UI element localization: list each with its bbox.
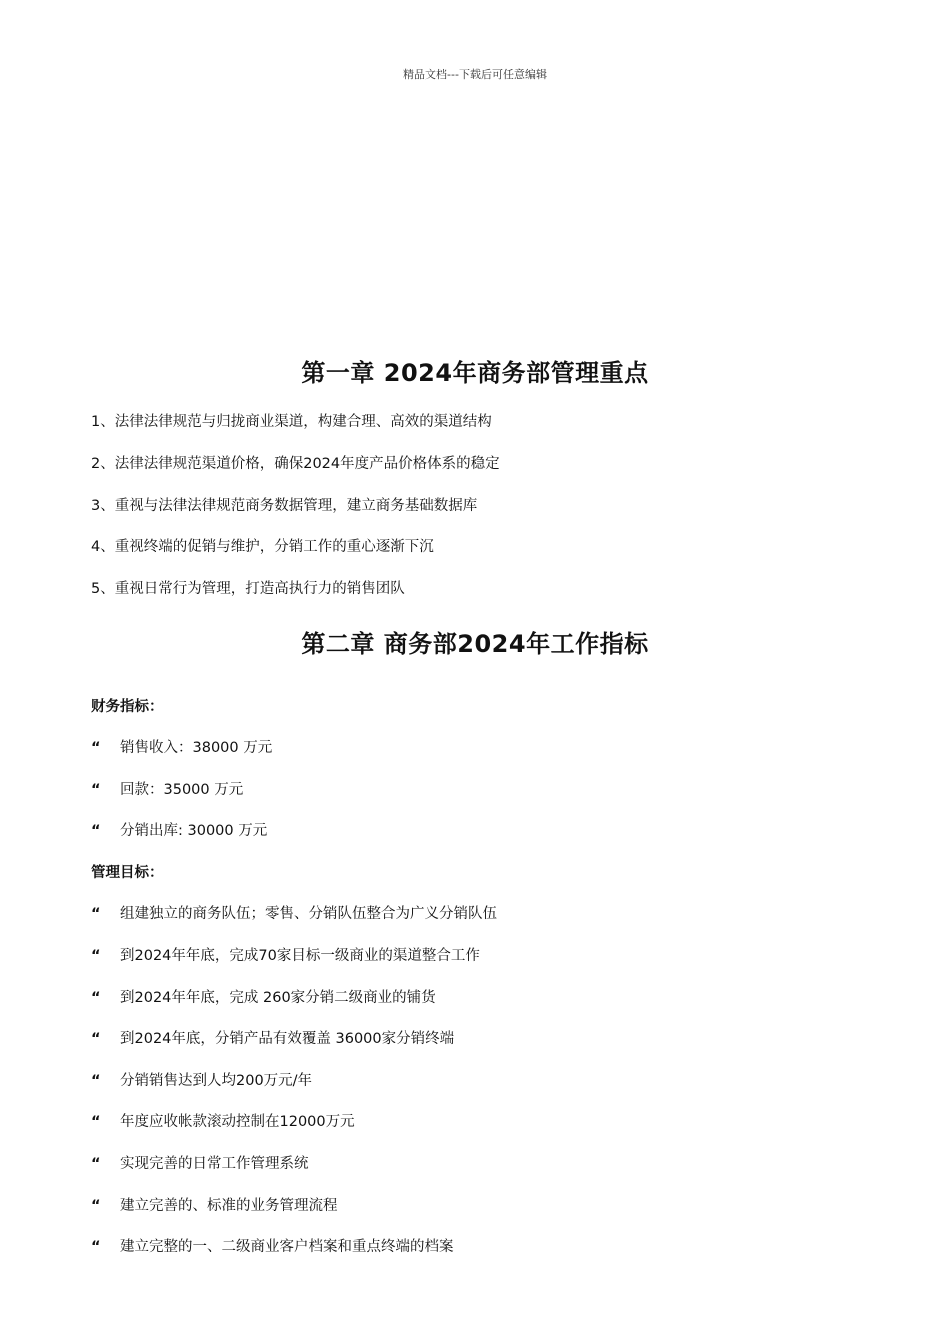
- chapter1-item: 3、重视与法律法律规范商务数据管理，建立商务基础数据库: [91, 498, 478, 514]
- chapter1-item: 4、重视终端的促销与维护，分销工作的重心逐渐下沉: [91, 539, 434, 555]
- management-item: [91, 1027, 454, 1048]
- management-item: [91, 1110, 355, 1131]
- management-item-text: 分销销售达到人均200万元/年: [120, 1073, 313, 1089]
- bullet-mark: “: [91, 740, 101, 756]
- management-item: [91, 1069, 312, 1090]
- management-item-text: 到2024年底，分销产品有效覆盖 36000家分销终端: [120, 1031, 455, 1047]
- bullet-mark: “: [91, 906, 101, 922]
- bullet-mark: “: [91, 1156, 101, 1172]
- management-item-text: 建立完善的、标准的业务管理流程: [120, 1198, 338, 1214]
- management-item: [91, 902, 497, 923]
- chapter1-title: 第一章 2024年商务部管理重点: [301, 359, 649, 387]
- financial-item-text: 分销出库: 30000 万元: [120, 823, 268, 839]
- management-item-text: 到2024年年底，完成 260家分销二级商业的铺货: [120, 990, 436, 1006]
- chapter1-item: 1、法律法律规范与归拢商业渠道，构建合理、高效的渠道结构: [91, 414, 492, 430]
- chapter1-item: 2、法律法律规范渠道价格，确保2024年度产品价格体系的稳定: [91, 456, 500, 472]
- management-item-text: 实现完善的日常工作管理系统: [120, 1156, 309, 1172]
- chapter2-title: 第二章 商务部2024年工作指标: [301, 630, 649, 658]
- management-item-text: 年度应收帐款滚动控制在12000万元: [120, 1114, 355, 1130]
- management-item: [91, 1194, 338, 1215]
- bullet-mark: “: [91, 1114, 101, 1130]
- management-item: [91, 986, 436, 1007]
- management-item-text: 建立完整的一、二级商业客户档案和重点终端的档案: [120, 1239, 454, 1255]
- bullet-mark: “: [91, 1239, 101, 1255]
- bullet-mark: “: [91, 990, 101, 1006]
- chapter1-item: 5、重视日常行为管理，打造高执行力的销售团队: [91, 581, 405, 597]
- bullet-mark: “: [91, 823, 101, 839]
- bullet-mark: “: [91, 1031, 101, 1047]
- management-item: [91, 1152, 309, 1173]
- bullet-mark: “: [91, 782, 101, 798]
- management-item-text: 到2024年年底，完成70家目标一级商业的渠道整合工作: [120, 948, 480, 964]
- financial-item: [91, 778, 243, 799]
- financial-item-text: 销售收入：38000 万元: [120, 740, 273, 756]
- management-heading: 管理目标：: [91, 865, 164, 881]
- management-item: [91, 1235, 454, 1256]
- management-item-text: 组建独立的商务队伍；零售、分销队伍整合为广义分销队伍: [120, 906, 497, 922]
- bullet-mark: “: [91, 1198, 101, 1214]
- financial-item: [91, 736, 272, 757]
- financial-item-text: 回款：35000 万元: [120, 782, 244, 798]
- management-item: [91, 944, 480, 965]
- bullet-mark: “: [91, 1073, 101, 1089]
- bullet-mark: “: [91, 948, 101, 964]
- financial-heading: 财务指标：: [91, 699, 164, 715]
- header-note: 精品文档---下载后可任意编辑: [403, 68, 547, 81]
- financial-item: [91, 819, 267, 840]
